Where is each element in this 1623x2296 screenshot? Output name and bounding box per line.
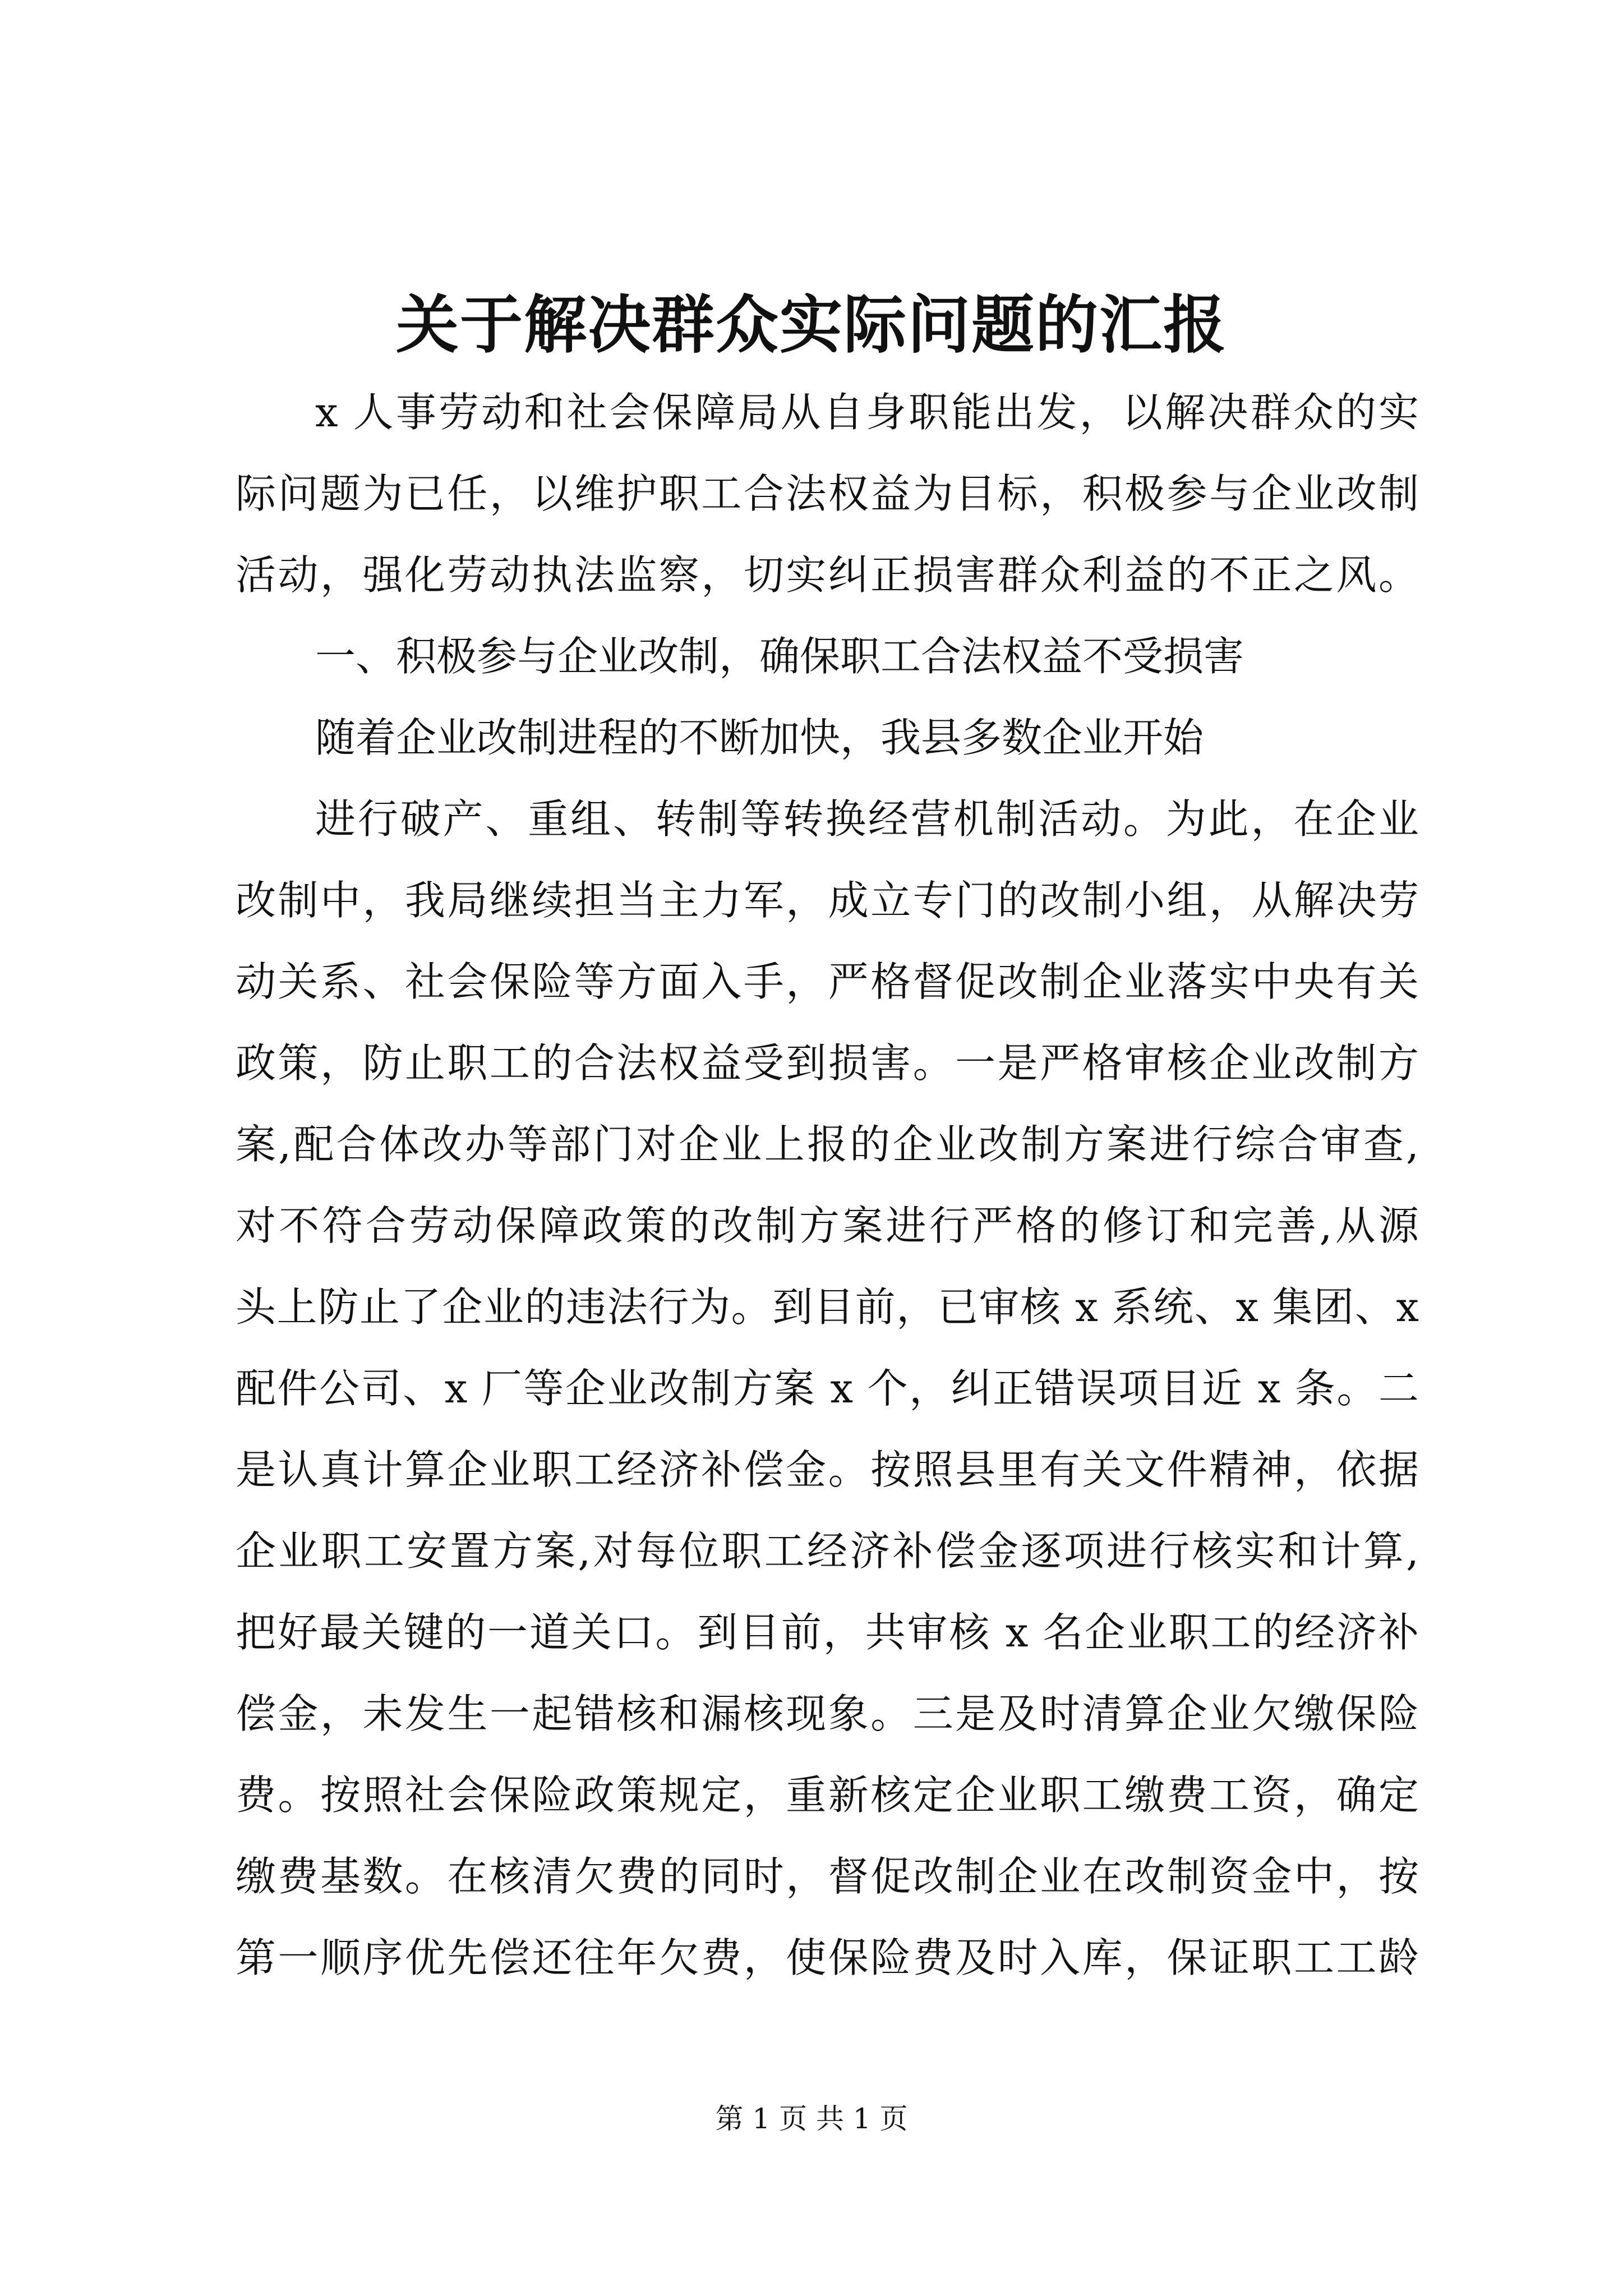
body-line-10: 案,配合体改办等部门对企业上报的企业改制方案进行综合审查, xyxy=(236,1121,1419,1168)
body-line-14: 是认真计算企业职工经济补偿金。按照县里有关文件精神，依据 xyxy=(236,1446,1419,1493)
section-heading-1: 一、积极参与企业改制，确保职工合法权益不受损害 xyxy=(315,633,1244,680)
body-line-16: 把好最关键的一道关口。到目前，共审核 x 名企业职工的经济补 xyxy=(236,1609,1419,1656)
body-line-8: 动关系、社会保险等方面入手，严格督促改制企业落实中央有关 xyxy=(236,958,1419,1005)
body-line-3: 活动，强化劳动执法监察，切实纠正损害群众利益的不正之风。 xyxy=(236,551,1419,599)
body-line-20: 第一顺序优先偿还往年欠费，使保险费及时入库，保证职工工龄 xyxy=(236,1934,1419,1981)
body-line-12: 头上防止了企业的违法行为。到目前，已审核 x 系统、x 集团、x xyxy=(236,1283,1419,1331)
body-line-6: 进行破产、重组、转制等转换经营机制活动。为此，在企业 xyxy=(315,795,1419,843)
body-line-2: 际问题为已任，以维护职工合法权益为目标，积极参与企业改制 xyxy=(236,470,1419,517)
body-line-11: 对不符合劳动保障政策的改制方案进行严格的修订和完善,从源 xyxy=(236,1202,1419,1249)
body-line-19: 缴费基数。在核清欠费的同时，督促改制企业在改制资金中，按 xyxy=(236,1853,1419,1900)
body-line-1: x 人事劳动和社会保障局从自身职能出发，以解决群众的实 xyxy=(315,389,1419,436)
body-line-7: 改制中，我局继续担当主力军，成立专门的改制小组，从解决劳 xyxy=(236,877,1419,924)
body-line-17: 偿金，未发生一起错核和漏核现象。三是及时清算企业欠缴保险 xyxy=(236,1690,1419,1737)
document-title: 关于解决群众实际问题的汇报 xyxy=(396,288,1227,362)
body-line-13: 配件公司、x 厂等企业改制方案 x 个，纠正错误项目近 x 条。二 xyxy=(236,1365,1419,1412)
page-number-footer: 第 1 页 共 1 页 xyxy=(715,2102,908,2135)
body-line-18: 费。按照社会保险政策规定，重新核定企业职工缴费工资，确定 xyxy=(236,1772,1419,1819)
body-line-5: 随着企业改制进程的不断加快，我县多数企业开始 xyxy=(315,714,1204,761)
body-line-15: 企业职工安置方案,对每位职工经济补偿金逐项进行核实和计算, xyxy=(236,1527,1419,1575)
body-line-9: 政策，防止职工的合法权益受到损害。一是严格审核企业改制方 xyxy=(236,1039,1419,1087)
